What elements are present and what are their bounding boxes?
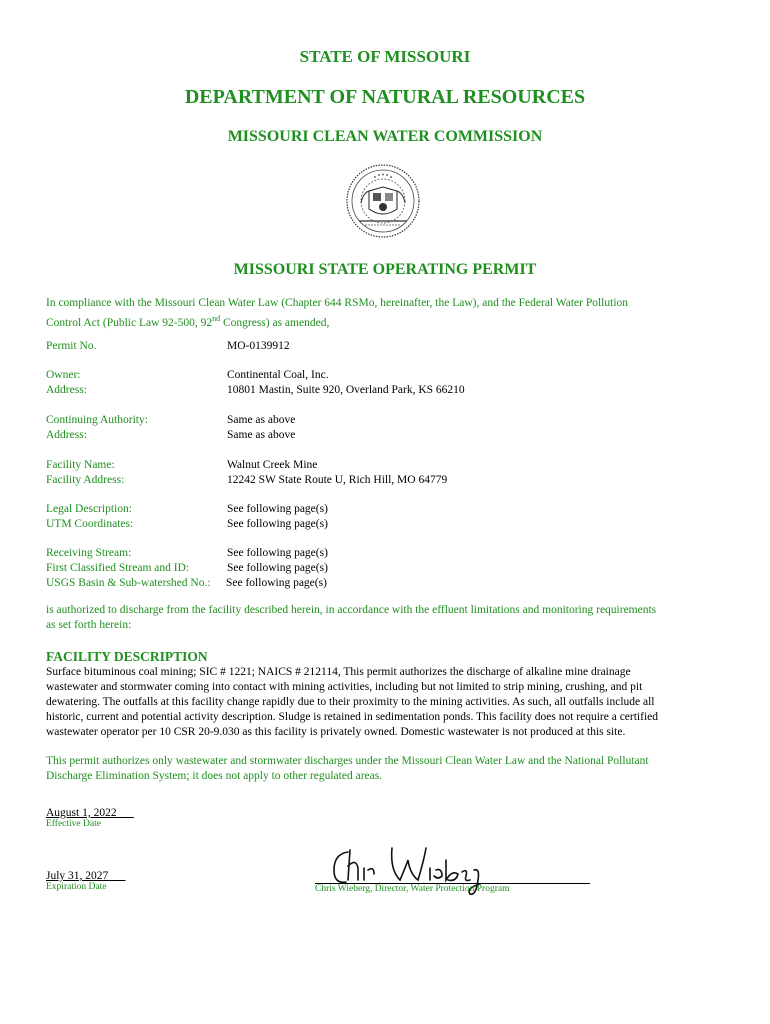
continuing-address-value: Same as above bbox=[227, 429, 296, 441]
commission-heading: MISSOURI CLEAN WATER COMMISSION bbox=[227, 128, 543, 145]
owner-address-value: 10801 Mastin, Suite 920, Overland Park, KS 66210 bbox=[227, 384, 465, 396]
continuing-authority-label: Continuing Authority: bbox=[46, 414, 148, 426]
facility-description-line: Surface bituminous coal mining; SIC # 1221; NAICS # 212114, This permit authorizes the discharge of alkaline mine drainage bbox=[46, 666, 631, 678]
effective-date-value: August 1, 2022 bbox=[46, 807, 117, 819]
permit-no-value: MO-0139912 bbox=[227, 340, 290, 352]
owner-address-label: Address: bbox=[46, 384, 87, 396]
facility-description-line: historic, current and potential activity description. Sludge is retained in sedimentation ponds. This facility does not require a certified bbox=[46, 711, 658, 723]
authorization-line-1: is authorized to discharge from the facility described herein, in accordance with the effluent limitations and monitoring requirements bbox=[46, 604, 657, 616]
owner-label: Owner: bbox=[46, 369, 81, 381]
authorization-paragraph bbox=[46, 603, 726, 633]
signature-caption: Chris Wieberg, Director, Water Protection Program bbox=[315, 884, 510, 894]
scope-paragraph bbox=[46, 754, 721, 784]
expiration-date-label: Expiration Date bbox=[46, 882, 107, 892]
facility-description-body bbox=[46, 665, 721, 740]
facility-description-title: FACILITY DESCRIPTION bbox=[46, 649, 208, 664]
first-classified-value: See following page(s) bbox=[227, 562, 328, 574]
utm-coordinates-label: UTM Coordinates: bbox=[46, 518, 134, 530]
facility-description-line: wastewater and stormwater coming into contact with mining activities, including but not limited to strip mining, crushing, and pit bbox=[46, 681, 643, 693]
state-seal-icon bbox=[345, 163, 421, 239]
authorization-line-2: as set forth herein: bbox=[46, 619, 132, 631]
department-heading: DEPARTMENT OF NATURAL RESOURCES bbox=[184, 86, 586, 108]
scope-line-2: Discharge Elimination System; it does not apply to other regulated areas. bbox=[46, 770, 383, 782]
state-heading: STATE OF MISSOURI bbox=[299, 47, 471, 66]
effective-date-label: Effective Date bbox=[46, 819, 101, 829]
permit-no-label: Permit No. bbox=[46, 340, 97, 352]
expiration-date-block bbox=[46, 870, 126, 892]
continuing-address-label: Address: bbox=[46, 429, 87, 441]
legal-description-label: Legal Description: bbox=[46, 503, 132, 515]
intro-paragraph bbox=[46, 296, 726, 331]
facility-address-value: 12242 SW State Route U, Rich Hill, MO 64779 bbox=[227, 474, 448, 486]
usgs-basin-value: See following page(s) bbox=[226, 577, 327, 589]
expiration-date-value: July 31, 2027 bbox=[46, 870, 109, 882]
scope-line-1: This permit authorizes only wastewater and stormwater discharges under the Missouri Clean Water Law and the National Pollutant bbox=[46, 755, 649, 767]
legal-description-value: See following page(s) bbox=[227, 503, 328, 515]
permit-title: MISSOURI STATE OPERATING PERMIT bbox=[233, 261, 537, 278]
continuing-authority-value: Same as above bbox=[227, 414, 296, 426]
first-classified-label: First Classified Stream and ID: bbox=[46, 562, 190, 574]
utm-coordinates-value: See following page(s) bbox=[227, 518, 328, 530]
intro-line-2: Control Act (Public Law 92-500, 92nd Congress) as amended, bbox=[46, 314, 330, 329]
facility-name-value: Walnut Creek Mine bbox=[227, 459, 318, 471]
receiving-stream-label: Receiving Stream: bbox=[46, 547, 132, 559]
facility-address-label: Facility Address: bbox=[46, 474, 125, 486]
usgs-basin-label: USGS Basin & Sub-watershed No.: bbox=[46, 577, 211, 589]
owner-value: Continental Coal, Inc. bbox=[227, 369, 329, 381]
facility-name-label: Facility Name: bbox=[46, 459, 115, 471]
intro-line-1: In compliance with the Missouri Clean Water Law (Chapter 644 RSMo, hereinafter, the Law), and the Federal Water Pollution bbox=[46, 297, 629, 309]
facility-description-line: wastewater operator per 10 CSR 20-9.030 as this facility is privately owned. Domestic wastewater is not produced at this site. bbox=[46, 726, 626, 738]
receiving-stream-value: See following page(s) bbox=[227, 547, 328, 559]
facility-description-line: dewatering. The outfalls at this facility change rapidly due to their proximity to the mining activities. As such, all outfalls include all bbox=[46, 696, 655, 708]
effective-date-block bbox=[46, 807, 134, 829]
